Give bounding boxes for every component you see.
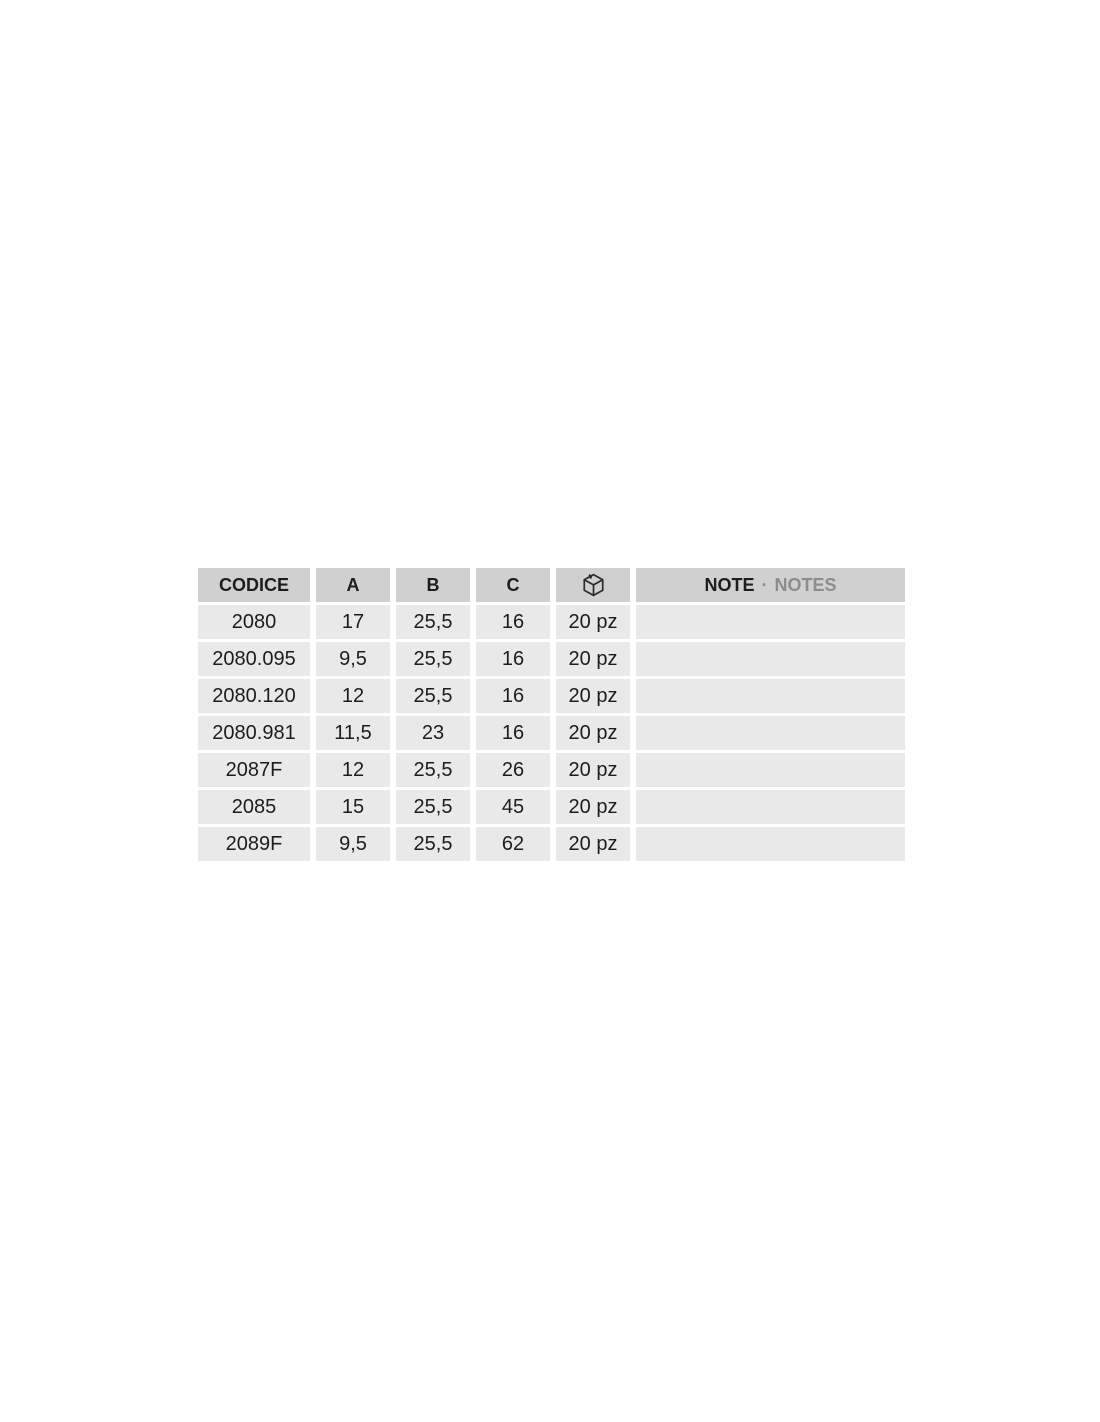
cell-packaging: 20 pz: [556, 679, 630, 713]
cell-codice: 2080.120: [198, 679, 310, 713]
header-cell-note: [636, 568, 905, 602]
cell-b: 25,5: [396, 679, 470, 713]
cell-packaging: 20 pz: [556, 605, 630, 639]
cell-a: 9,5: [316, 642, 390, 676]
cell-a: 12: [316, 753, 390, 787]
cell-codice: 2087F: [198, 753, 310, 787]
cell-note: [636, 679, 905, 713]
cell-codice: 2080.095: [198, 642, 310, 676]
cell-note: [636, 716, 905, 750]
cell-a: 9,5: [316, 827, 390, 861]
header-cell-b: B: [396, 568, 470, 602]
cell-c: 26: [476, 753, 550, 787]
cell-c: 16: [476, 605, 550, 639]
cell-b: 25,5: [396, 827, 470, 861]
cell-c: 16: [476, 679, 550, 713]
cell-packaging: 20 pz: [556, 642, 630, 676]
cell-b: 25,5: [396, 790, 470, 824]
cell-b: 25,5: [396, 605, 470, 639]
cell-note: [636, 790, 905, 824]
cell-c: 16: [476, 642, 550, 676]
cell-note: [636, 605, 905, 639]
cell-c: 45: [476, 790, 550, 824]
notes-label: NOTES: [774, 575, 837, 595]
table-row: [198, 790, 905, 824]
cell-b: 23: [396, 716, 470, 750]
cell-b: 25,5: [396, 642, 470, 676]
cell-c: 16: [476, 716, 550, 750]
package-icon: [580, 571, 607, 599]
cell-note: [636, 827, 905, 861]
cell-codice: 2085: [198, 790, 310, 824]
cell-note: [636, 753, 905, 787]
table-row: [198, 827, 905, 861]
table-row: [198, 605, 905, 639]
cell-b: 25,5: [396, 753, 470, 787]
header-cell-c: C: [476, 568, 550, 602]
note-separator: ·: [761, 575, 768, 595]
cell-codice: 2089F: [198, 827, 310, 861]
cell-note: [636, 642, 905, 676]
table-row: [198, 716, 905, 750]
cell-packaging: 20 pz: [556, 790, 630, 824]
table-header-row: [198, 568, 905, 602]
cell-a: 11,5: [316, 716, 390, 750]
product-dimensions-table: [198, 568, 905, 864]
cell-packaging: 20 pz: [556, 753, 630, 787]
cell-a: 17: [316, 605, 390, 639]
cell-packaging: 20 pz: [556, 716, 630, 750]
table-row: [198, 679, 905, 713]
header-cell-a: A: [316, 568, 390, 602]
cell-packaging: 20 pz: [556, 827, 630, 861]
table-row: [198, 642, 905, 676]
cell-codice: 2080.981: [198, 716, 310, 750]
cell-c: 62: [476, 827, 550, 861]
table-row: [198, 753, 905, 787]
cell-a: 12: [316, 679, 390, 713]
header-cell-packaging: [556, 568, 630, 602]
cell-a: 15: [316, 790, 390, 824]
cell-codice: 2080: [198, 605, 310, 639]
header-cell-codice: CODICE: [198, 568, 310, 602]
note-label: NOTE: [704, 575, 755, 595]
